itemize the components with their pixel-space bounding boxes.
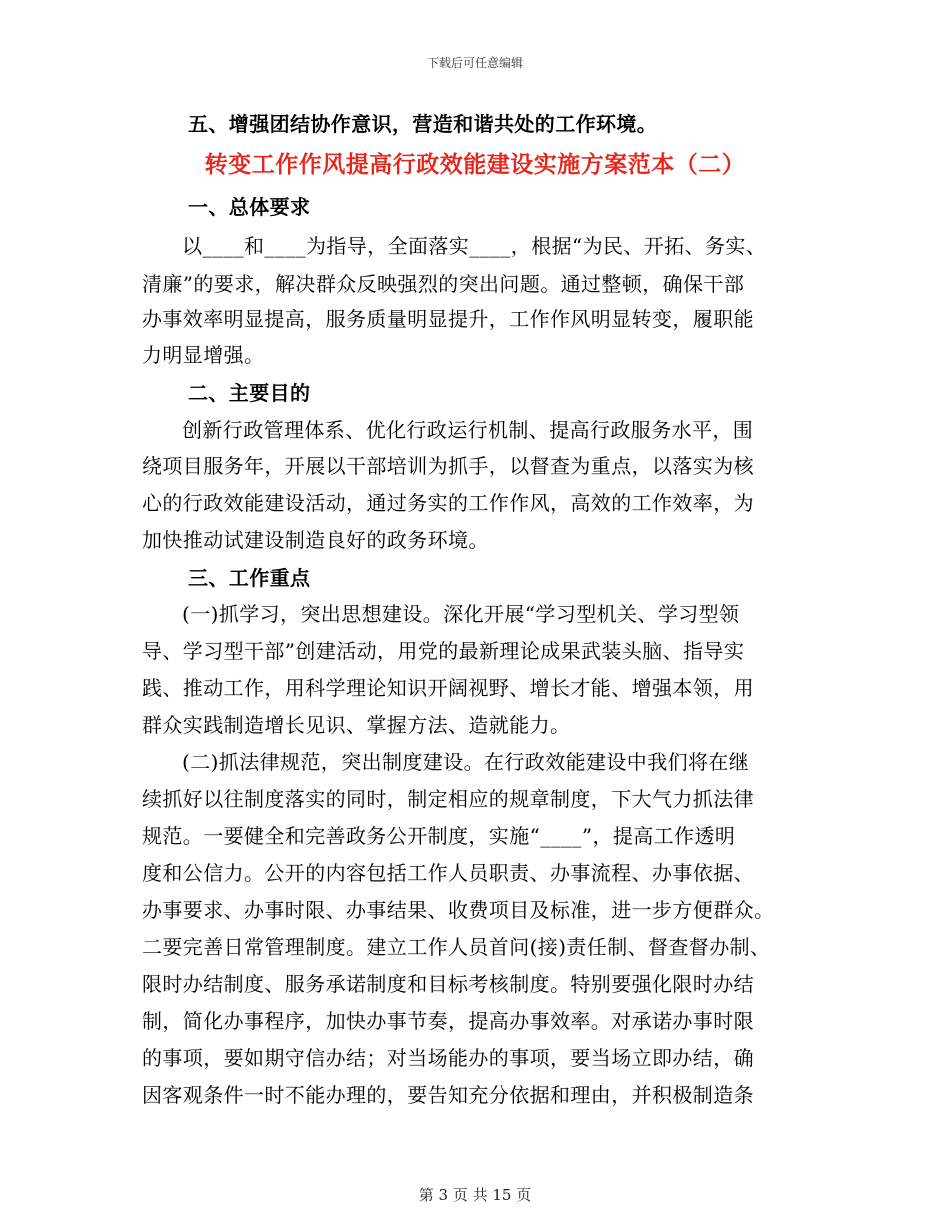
paragraph-line: 导、学习型干部”创建活动，用党的最新理论成果武装头脑、指导实 (142, 639, 745, 663)
paragraph-line: 限时办结制度、服务承诺制度和目标考核制度。特别要强化限时办结 (142, 972, 754, 996)
paragraph-line: 绕项目服务年，开展以干部培训为抓手，以督查为重点，以落实为核 (142, 454, 754, 478)
paragraph-line: 以____和____为指导，全面落实____，根据“为民、开拓、务实、 (182, 234, 767, 258)
page-number: 第 3 页 共 15 页 (418, 1186, 532, 1204)
document-title: 转变工作作风提高行政效能建设实施方案范本（二） (204, 152, 746, 178)
heading-section-5: 五、增强团结协作意识，营造和谐共处的工作环境。 (188, 112, 658, 136)
paragraph-line: (二)抓法律规范，突出制度建设。在行政效能建设中我们将在继 (182, 750, 750, 774)
paragraph-line: 力明显增强。 (142, 343, 265, 367)
paragraph-line: 因客观条件一时不能办理的，要告知充分依据和理由，并积极制造条 (142, 1083, 754, 1107)
paragraph-line: 清廉”的要求，解决群众反映强烈的突出问题。通过整顿，确保干部 (142, 272, 745, 296)
paragraph-line: 的事项，要如期守信办结；对当场能办的事项，要当场立即办结，确 (142, 1046, 754, 1070)
paragraph-line: 践、推动工作，用科学理论知识开阔视野、增长才能、增强本领，用 (142, 676, 754, 700)
paragraph-line: (一)抓学习，突出思想建设。深化开展“学习型机关、学习型领 (182, 602, 740, 626)
paragraph-line: 规范。一要健全和完善政务公开制度，实施“____”，提高工作透明 (142, 824, 736, 848)
heading-section-3: 三、工作重点 (188, 566, 311, 590)
paragraph-line: 制，简化办事程序，加快办事节奏，提高办事效率。对承诺办事时限 (142, 1009, 754, 1033)
paragraph-line: 二要完善日常管理制度。建立工作人员首问(接)责任制、督查督办制、 (142, 935, 771, 959)
heading-section-2: 二、主要目的 (188, 381, 311, 405)
paragraph-line: 续抓好以往制度落实的同时，制定相应的规章制度，下大气力抓法律 (142, 787, 754, 811)
paragraph-line: 办事效率明显提高，服务质量明显提升，工作作风明显转变，履职能 (142, 307, 754, 331)
header-note: 下载后可任意编辑 (426, 56, 523, 70)
paragraph-line: 创新行政管理体系、优化行政运行机制、提高行政服务水平，围 (182, 418, 754, 442)
paragraph-line: 心的行政效能建设活动，通过务实的工作作风，高效的工作效率，为 (142, 491, 754, 515)
paragraph-line: 办事要求、办事时限、办事结果、收费项目及标准，进一步方便群众。 (142, 898, 775, 922)
paragraph-line: 加快推动试建设制造良好的政务环境。 (142, 528, 489, 552)
heading-section-1: 一、总体要求 (188, 195, 311, 219)
paragraph-line: 度和公信力。公开的内容包括工作人员职责、办事流程、办事依据、 (142, 861, 754, 885)
paragraph-line: 群众实践制造增长见识、掌握方法、造就能力。 (142, 713, 571, 737)
